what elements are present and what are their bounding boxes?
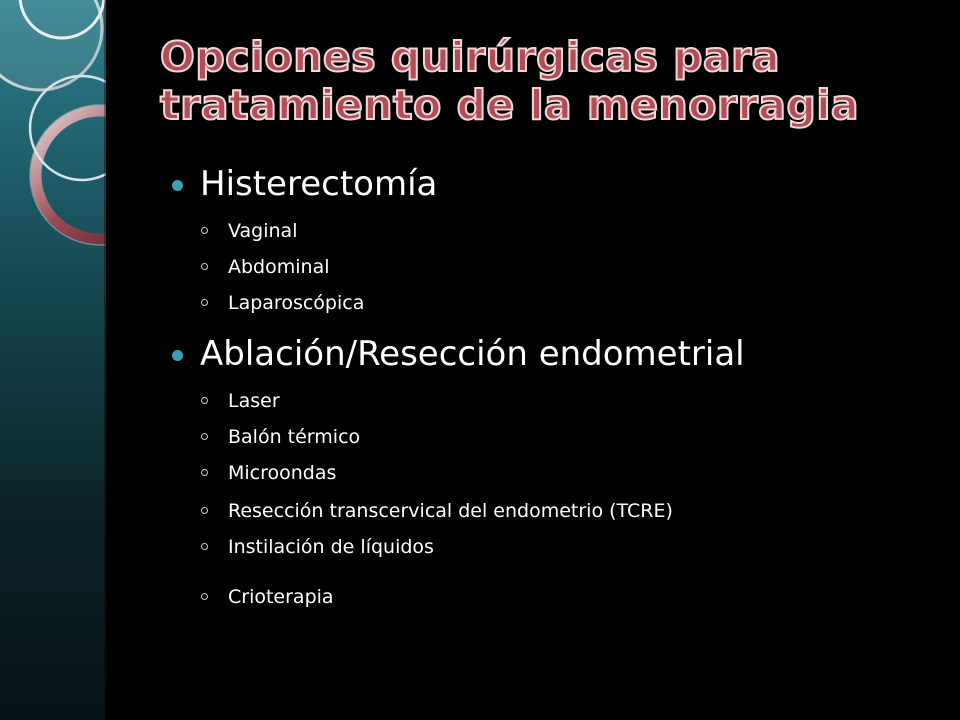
bullet-text: Instilación de líquidos (228, 536, 434, 558)
bullet-text: Vaginal (228, 220, 298, 242)
bullet-level-1 (200, 334, 745, 374)
bullet-level-1 (200, 164, 437, 204)
bullet-text: Microondas (228, 462, 337, 484)
bullet-dot-icon (172, 350, 183, 361)
bullet-ring-icon (201, 397, 208, 404)
bullet-ring-icon (201, 543, 208, 550)
bullet-level-2 (228, 426, 360, 448)
bullet-text: Abdominal (228, 256, 330, 278)
bullet-ring-icon (201, 227, 208, 234)
slide-title-line-2: tratamiento de la menorragia (160, 81, 860, 129)
bullet-ring-icon (201, 299, 208, 306)
bullet-ring-icon (201, 593, 208, 600)
bullet-ring-icon (201, 433, 208, 440)
bullet-level-2 (228, 220, 297, 242)
bullet-level-2 (228, 390, 280, 412)
slide-title-line-1: Opciones quirúrgicas para (160, 33, 781, 81)
bullet-text: Resección transcervical del endometrio (TCRE) (228, 500, 673, 522)
bullet-text: Crioterapia (228, 586, 334, 608)
bullet-level-2 (228, 586, 334, 608)
bullet-text: Laser (228, 390, 280, 412)
bullet-level-2 (228, 536, 434, 558)
bullet-dot-icon (172, 180, 183, 191)
bullet-ring-icon (201, 507, 208, 514)
bullet-text: Laparoscópica (228, 292, 365, 314)
bullet-text: Balón térmico (228, 426, 361, 448)
bullet-text: Ablación/Resección endometrial (200, 334, 745, 374)
bullet-level-2 (228, 292, 364, 314)
bullet-ring-icon (201, 469, 208, 476)
bullet-level-2 (228, 462, 336, 484)
bullet-ring-icon (201, 263, 208, 270)
bullet-level-2 (228, 500, 673, 522)
bullet-level-2 (228, 256, 330, 278)
bullet-text: Histerectomía (200, 164, 438, 204)
